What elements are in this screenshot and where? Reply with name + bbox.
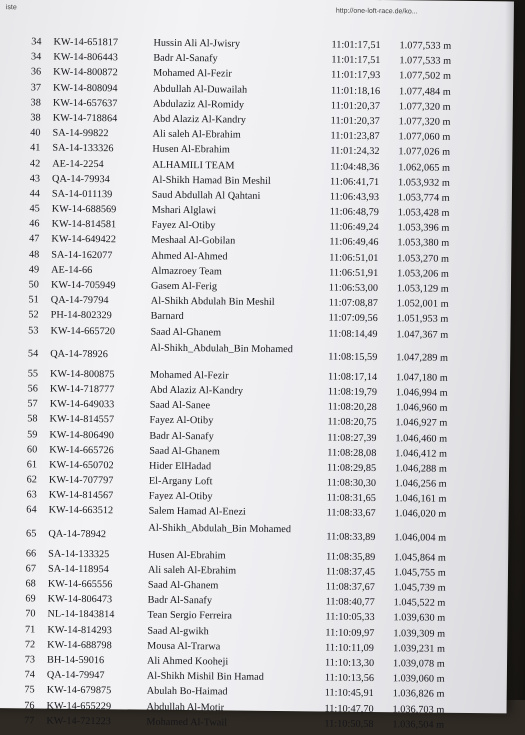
- speed-cell: 1.046,994 m: [395, 387, 448, 399]
- position-cell: 38: [30, 97, 41, 109]
- ring-number-cell: KW-14-663512: [48, 505, 114, 517]
- speed-cell: 1.051,953 m: [396, 313, 449, 326]
- position-cell: 56: [27, 383, 38, 395]
- fancier-name-cell: Badr Al-Sanafy: [149, 430, 214, 442]
- arrival-time-cell: 11:01:17,93: [331, 69, 381, 82]
- position-cell: 52: [28, 309, 39, 321]
- position-cell: 62: [26, 474, 37, 486]
- speed-cell: 1.045,755 m: [393, 567, 446, 579]
- speed-cell: 1.053,206 m: [397, 268, 449, 280]
- arrival-time-cell: 11:08:20,75: [327, 416, 377, 429]
- speed-cell: 1.047,289 m: [396, 351, 449, 364]
- position-cell: 64: [26, 504, 37, 516]
- fancier-name-cell: Saud Abdullah Al Qahtani: [151, 189, 261, 202]
- position-cell: 34: [31, 36, 42, 48]
- position-cell: 47: [29, 233, 40, 245]
- speed-cell: 1.045,522 m: [393, 597, 446, 609]
- ring-number-cell: KW-14-705949: [50, 279, 116, 292]
- position-cell: 48: [28, 249, 40, 261]
- speed-cell: 1.046,004 m: [394, 531, 447, 544]
- fancier-name-cell: Husen Al-Ebrahim: [148, 549, 226, 562]
- fancier-name-cell: Ali saleh Al-Ebrahim: [147, 564, 237, 577]
- ring-number-cell: KW-14-665720: [50, 325, 116, 337]
- speed-cell: 1.077,484 m: [398, 85, 451, 98]
- speed-cell: 1.062,065 m: [398, 161, 451, 174]
- fancier-name-cell: Gasem Al-Ferig: [150, 280, 218, 293]
- ring-number-cell: SA-14-99822: [52, 127, 109, 140]
- speed-cell: 1.052,001 m: [396, 298, 449, 310]
- fancier-name-cell: Meshaal Al-Gobilan: [151, 235, 236, 247]
- arrival-time-cell: 11:01:18,16: [330, 85, 381, 97]
- fancier-name-cell: Husen Al-Ebrahim: [152, 143, 230, 156]
- arrival-time-cell: 11:08:30,30: [326, 477, 377, 490]
- fancier-name-cell: Al-Shikh_Abdulah_Bin Mohamed: [148, 522, 292, 535]
- ring-number-cell: KW-14-665726: [49, 444, 114, 456]
- speed-cell: 1.053,774 m: [397, 192, 450, 204]
- fancier-name-cell: Mohamed Al-Fezir: [149, 369, 229, 382]
- arrival-time-cell: 11:10:50,58: [324, 718, 374, 730]
- arrival-time-cell: 11:06:49,46: [329, 236, 379, 249]
- arrival-time-cell: 11:08:28,08: [327, 447, 377, 459]
- fancier-name-cell: Fayez Al-Otiby: [148, 490, 213, 503]
- ring-number-cell: SA-14-133325: [48, 548, 110, 560]
- speed-cell: 1.036,826 m: [392, 688, 445, 701]
- position-cell: 67: [25, 563, 37, 575]
- position-cell: 76: [24, 699, 35, 711]
- fancier-name-cell: Fayez Al-Otiby: [151, 219, 216, 232]
- arrival-time-cell: 11:08:33,67: [326, 507, 376, 520]
- position-cell: 36: [30, 66, 42, 78]
- fancier-name-cell: Abdullah Al-Motir: [146, 701, 225, 713]
- speed-cell: 1.046,288 m: [395, 463, 447, 475]
- ring-number-cell: KW-14-806490: [49, 429, 115, 441]
- fancier-name-cell: Abd Alaziz Al-Kandry: [152, 113, 247, 126]
- speed-cell: 1.046,460 m: [395, 432, 448, 445]
- speed-cell: 1.053,396 m: [397, 222, 450, 235]
- ring-number-cell: QA-14-79947: [46, 669, 105, 682]
- ring-number-cell: KW-14-665556: [47, 578, 113, 591]
- position-cell: 66: [25, 547, 37, 560]
- fancier-name-cell: Abd Alaziz Al-Kandry: [149, 384, 244, 397]
- arrival-time-cell: 11:08:33,89: [326, 531, 376, 543]
- arrival-time-cell: 11:01:24,32: [330, 145, 380, 158]
- ring-number-cell: KW-14-814567: [48, 489, 114, 502]
- arrival-time-cell: 11:07:08,87: [328, 297, 378, 310]
- arrival-time-cell: 11:08:20,28: [327, 401, 377, 414]
- ring-number-cell: SA-14-118954: [47, 563, 109, 576]
- fancier-name-cell: Al-Shikh Abdulah Bin Meshil: [150, 295, 275, 309]
- fancier-name-cell: ALHAMILI TEAM: [152, 159, 235, 172]
- fancier-name-cell: Barnard: [150, 311, 184, 323]
- position-cell: 44: [29, 188, 40, 200]
- speed-cell: 1.053,428 m: [397, 207, 450, 219]
- fancier-name-cell: Mousa Al-Trarwa: [147, 640, 221, 653]
- speed-cell: 1.046,927 m: [395, 417, 448, 430]
- ring-number-cell: PH-14-802329: [50, 309, 112, 322]
- arrival-time-cell: 11:01:17,51: [331, 54, 381, 67]
- position-cell: 77: [24, 715, 35, 727]
- position-cell: 63: [26, 489, 37, 501]
- arrival-time-cell: 11:10:09,97: [325, 627, 375, 639]
- arrival-time-cell: 11:08:29,85: [327, 462, 377, 474]
- fancier-name-cell: Saad Al-gwikh: [147, 625, 209, 637]
- arrival-time-cell: 11:08:37,67: [325, 581, 376, 594]
- fancier-name-cell: Saad Al-Sanee: [149, 399, 211, 412]
- position-cell: 34: [31, 51, 42, 63]
- fancier-name-cell: Abdulaziz Al-Romidy: [152, 98, 245, 111]
- arrival-time-cell: 11:01:20,37: [330, 115, 380, 127]
- speed-cell: 1.053,129 m: [396, 283, 449, 295]
- ring-number-cell: KW-14-718864: [52, 112, 118, 125]
- ring-number-cell: KW-14-688798: [47, 639, 112, 652]
- arrival-time-cell: 11:01:20,37: [330, 100, 381, 112]
- ring-number-cell: QA-14-78942: [48, 528, 107, 540]
- position-cell: 73: [24, 654, 36, 666]
- ring-number-cell: KW-14-657637: [52, 97, 118, 110]
- print-header-url: http://one-loft-race.de/ko...: [335, 7, 418, 16]
- ring-number-cell: KW-14-808094: [52, 82, 118, 94]
- fancier-name-cell: Ahmed Al-Ahmed: [151, 250, 228, 263]
- position-cell: 53: [28, 324, 39, 337]
- ring-number-cell: KW-14-649422: [51, 234, 117, 246]
- speed-cell: 1.053,270 m: [397, 252, 450, 265]
- arrival-time-cell: 11:08:19,79: [327, 386, 378, 398]
- arrival-time-cell: 11:10:45,91: [324, 687, 374, 700]
- ring-number-cell: AE-14-2254: [52, 158, 104, 170]
- fancier-name-cell: Ali saleh Al-Ebrahim: [152, 128, 241, 141]
- fancier-name-cell: Saad Al-Ghanem: [147, 579, 219, 592]
- position-cell: 49: [28, 264, 40, 276]
- speed-cell: 1.077,502 m: [399, 70, 452, 83]
- arrival-time-cell: 11:10:11,09: [325, 642, 375, 654]
- position-cell: 43: [29, 173, 41, 185]
- ring-number-cell: SA-14-133326: [52, 142, 114, 155]
- arrival-time-cell: 11:06:51,01: [329, 252, 379, 264]
- speed-cell: 1.039,060 m: [392, 673, 445, 685]
- fancier-name-cell: Saad Al-Ghanem: [149, 445, 220, 458]
- paper-edge-shadow: [505, 0, 525, 700]
- ring-number-cell: NL-14-1843814: [47, 608, 115, 621]
- fancier-name-cell: Hussin Ali Al-Jwisry: [153, 37, 241, 50]
- speed-cell: 1.046,161 m: [394, 493, 447, 506]
- print-header: [6, 4, 494, 23]
- position-cell: 68: [25, 578, 36, 590]
- position-cell: 54: [27, 348, 39, 360]
- speed-cell: 1.046,256 m: [394, 478, 447, 490]
- fancier-name-cell: Tean Sergio Ferreira: [147, 610, 232, 622]
- arrival-time-cell: 11:10:05,33: [325, 611, 375, 624]
- print-header-left: iste: [5, 4, 17, 12]
- position-cell: 69: [25, 593, 36, 605]
- fancier-name-cell: Al-Shikh Mishil Bin Hamad: [146, 670, 264, 683]
- speed-cell: 1.036,504 m: [392, 718, 445, 731]
- arrival-time-cell: 11:08:15,59: [328, 351, 378, 363]
- fancier-name-cell: Ali Ahmed Kooheji: [146, 655, 229, 668]
- ring-number-cell: KW-14-688569: [51, 203, 117, 216]
- arrival-time-cell: 11:06:41,71: [330, 176, 380, 188]
- fancier-name-cell: Fayez Al-Otiby: [149, 414, 214, 427]
- fancier-name-cell: Al-Shikh_Abdulah_Bin Mohamed: [150, 342, 293, 355]
- arrival-time-cell: 11:06:43,93: [329, 191, 380, 203]
- arrival-time-cell: 11:08:27,39: [327, 432, 377, 444]
- ring-number-cell: KW-14-651817: [53, 36, 119, 49]
- ring-number-cell: SA-14-162077: [51, 249, 113, 261]
- position-cell: 42: [29, 157, 41, 169]
- arrival-time-cell: 11:10:47,70: [324, 703, 374, 715]
- arrival-time-cell: 11:06:49,24: [329, 221, 379, 234]
- fancier-name-cell: Mohamed Al-Twail: [146, 716, 228, 729]
- position-cell: 58: [27, 413, 38, 425]
- arrival-time-cell: 11:08:14,49: [328, 328, 378, 340]
- ring-number-cell: KW-14-718777: [49, 383, 115, 396]
- ring-number-cell: KW-14-814557: [49, 413, 115, 426]
- position-cell: 45: [29, 203, 40, 215]
- speed-cell: 1.039,630 m: [393, 612, 446, 625]
- arrival-time-cell: 11:06:48,79: [329, 206, 379, 219]
- fancier-name-cell: Hider ElHadad: [149, 460, 212, 473]
- fancier-name-cell: Badr Al-Sanafy: [153, 52, 218, 65]
- position-cell: 41: [30, 142, 41, 154]
- speed-cell: 1.039,231 m: [393, 642, 446, 655]
- arrival-time-cell: 11:06:51,91: [329, 267, 379, 279]
- position-cell: 55: [27, 368, 39, 380]
- ring-number-cell: KW-14-800872: [53, 66, 118, 79]
- speed-cell: 1.045,739 m: [393, 582, 446, 594]
- position-cell: 74: [24, 669, 35, 681]
- position-cell: 51: [28, 294, 39, 306]
- fancier-name-cell: Abdullah Al-Duwailah: [152, 83, 248, 96]
- arrival-time-cell: 11:10:13,56: [324, 672, 375, 685]
- ring-number-cell: SA-14-011139: [51, 188, 113, 201]
- speed-cell: 1.077,533 m: [399, 55, 452, 67]
- position-cell: 46: [29, 218, 40, 230]
- position-cell: 57: [27, 398, 38, 410]
- arrival-time-cell: 11:08:35,89: [326, 551, 376, 563]
- speed-cell: 1.077,026 m: [398, 146, 451, 159]
- arrival-time-cell: 11:01:23,87: [330, 130, 380, 143]
- position-cell: 71: [25, 623, 36, 636]
- results-table: [0, 36, 514, 735]
- position-cell: 59: [27, 428, 38, 440]
- position-cell: 70: [25, 608, 36, 620]
- fancier-name-cell: Almazroey Team: [151, 265, 222, 278]
- ring-number-cell: QA-14-79794: [50, 294, 109, 307]
- speed-cell: 1.077,320 m: [398, 100, 451, 113]
- ring-number-cell: QA-14-79934: [52, 173, 110, 185]
- arrival-time-cell: 11:08:40,77: [325, 596, 375, 609]
- fancier-name-cell: Al-Shikh Hamad Bin Meshil: [152, 174, 271, 187]
- ring-number-cell: KW-14-721223: [46, 715, 112, 727]
- speed-cell: 1.077,533 m: [399, 40, 452, 52]
- position-cell: 61: [26, 459, 38, 471]
- ring-number-cell: AE-14-66: [51, 264, 93, 276]
- position-cell: 75: [24, 684, 35, 696]
- speed-cell: 1.053,932 m: [398, 176, 450, 189]
- ring-number-cell: KW-14-800875: [49, 368, 115, 381]
- arrival-time-cell: 11:10:13,30: [324, 657, 375, 669]
- ring-number-cell: BH-14-59016: [46, 654, 105, 667]
- speed-cell: 1.046,020 m: [394, 508, 447, 521]
- ring-number-cell: KW-14-806443: [53, 51, 118, 64]
- arrival-time-cell: 11:08:37,45: [325, 566, 376, 578]
- ring-number-cell: KW-14-655229: [46, 700, 112, 712]
- arrival-time-cell: 11:04:48,36: [330, 161, 380, 173]
- arrival-time-cell: 11:08:31,65: [326, 492, 376, 505]
- speed-cell: 1.077,320 m: [398, 116, 451, 128]
- position-cell: 72: [24, 639, 36, 651]
- arrival-time-cell: 11:01:17,51: [331, 39, 381, 52]
- speed-cell: 1.047,367 m: [396, 328, 449, 341]
- arrival-time-cell: 11:08:17,14: [327, 371, 378, 383]
- speed-cell: 1.039,078 m: [392, 658, 445, 670]
- ring-number-cell: KW-14-649033: [49, 398, 115, 411]
- fancier-name-cell: Mshari Alglawi: [151, 204, 217, 217]
- position-cell: 40: [30, 127, 41, 139]
- speed-cell: 1.039,309 m: [393, 627, 446, 640]
- speed-cell: 1.077,060 m: [398, 131, 451, 143]
- position-cell: 50: [28, 279, 40, 291]
- position-cell: 65: [26, 527, 37, 540]
- arrival-time-cell: 11:07:09,56: [328, 312, 378, 325]
- speed-cell: 1.046,960 m: [395, 402, 448, 414]
- ring-number-cell: KW-14-679875: [46, 684, 112, 697]
- fancier-name-cell: El-Argany Loft: [148, 475, 213, 488]
- ring-number-cell: KW-14-650702: [49, 459, 114, 472]
- fancier-name-cell: Mohamed Al-Fezir: [153, 68, 232, 80]
- speed-cell: 1.045,864 m: [394, 551, 446, 564]
- speed-cell: 1.047,180 m: [395, 371, 448, 384]
- ring-number-cell: KW-14-814581: [51, 218, 117, 231]
- arrival-time-cell: 11:06:53,00: [328, 282, 379, 295]
- speed-cell: 1.036,703 m: [392, 703, 445, 716]
- speed-cell: 1.053,380 m: [397, 237, 450, 250]
- position-cell: 37: [30, 81, 42, 94]
- fancier-name-cell: Abulah Bo-Haimad: [146, 685, 228, 698]
- fancier-name-cell: Badr Al-Sanafy: [147, 594, 213, 607]
- fancier-name-cell: Saad Al-Ghanem: [150, 326, 222, 338]
- speed-cell: 1.046,412 m: [395, 447, 448, 460]
- position-cell: 60: [26, 444, 38, 456]
- ring-number-cell: QA-14-78926: [50, 348, 109, 360]
- position-cell: 38: [30, 112, 41, 124]
- fancier-name-cell: Salem Hamad Al-Enezi: [148, 506, 246, 519]
- ring-number-cell: KW-14-806473: [47, 593, 113, 606]
- ring-number-cell: KW-14-707797: [48, 474, 114, 487]
- ring-number-cell: KW-14-814293: [47, 624, 112, 636]
